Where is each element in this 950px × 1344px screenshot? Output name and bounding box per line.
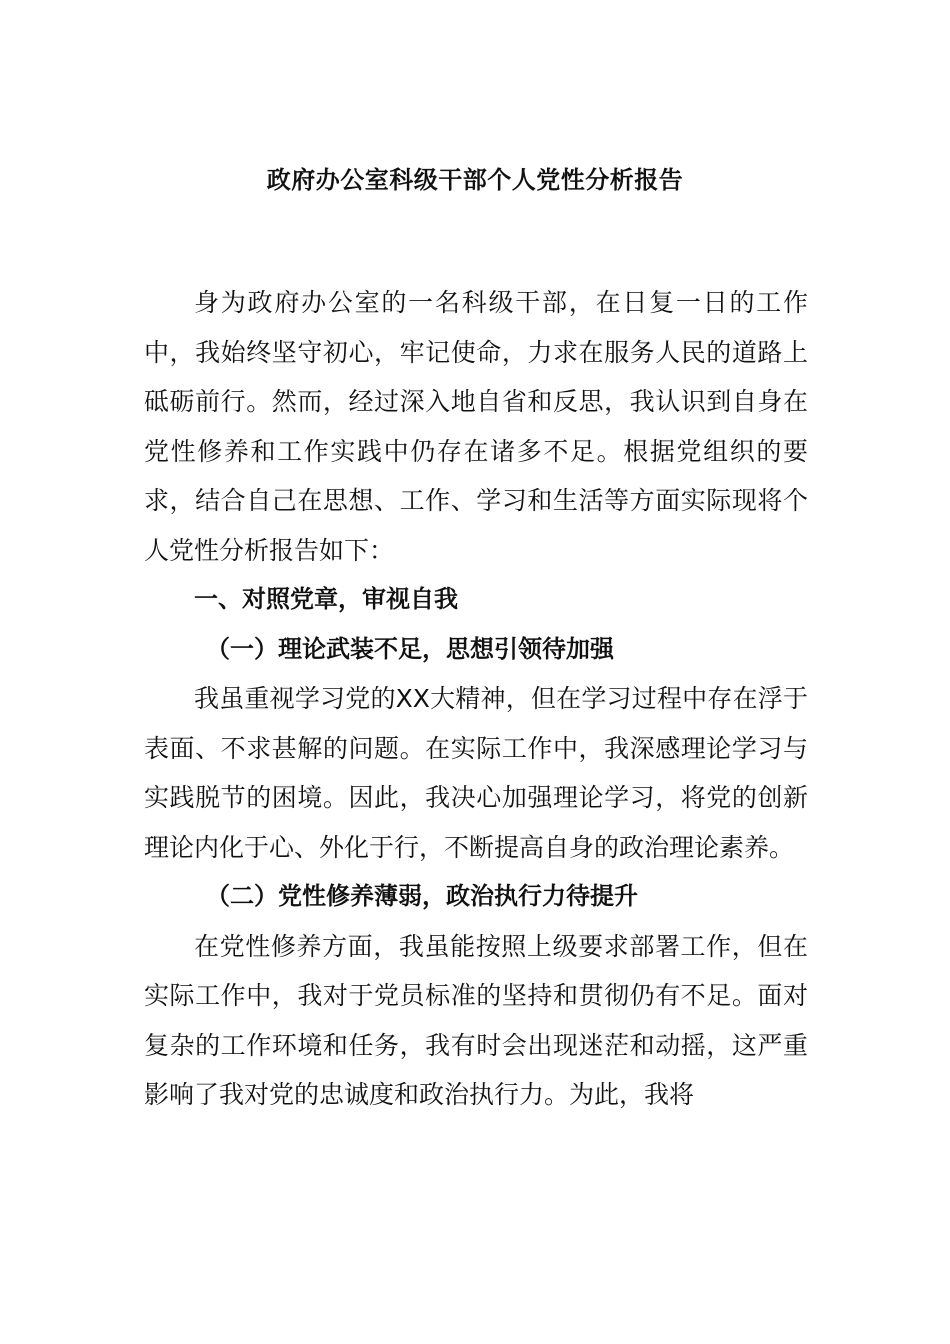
subsection-heading-2: （二）党性修养薄弱，政治执行力待提升 [206,882,638,910]
body-text [144,278,808,1120]
subsection-2-paragraph: 在党性修养方面，我虽能按照上级要求部署工作，但在实际工作中，我对于党员标准的坚持和贯彻仍有不足。面对复杂的工作环境和任务，我有时会出现迷茫和动摇，这严重影响了我对党的忠诚度和政治执行力。为此，我将 [144,931,808,1109]
section-heading-1: 一、对照党章，审视自我 [194,585,458,613]
subsection-heading-1: （一）理论武装不足，思想引领待加强 [206,634,614,663]
document-title: 政府办公室科级干部个人党性分析报告 [266,166,684,194]
intro-paragraph: 身为政府办公室的一名科级干部，在日复一日的工作中，我始终坚守初心，牢记使命，力求在服务人民的道路上砥砺前行。然而，经过深入地自省和反思，我认识到自身在党性修养和工作实践中仍存在诸多不足。根据党组织的要求，结合自己在思想、工作、学习和生活等方面实际现将个人党性分析报告如下： [144,288,808,565]
subsection-1-paragraph: 我虽重视学习党的XX大精神，但在学习过程中存在浮于表面、不求甚解的问题。在实际工作中，我深感理论学习与实践脱节的困境。因此，我决心加强理论学习，将党的创新理论内化于心、外化于行，不断提高自身的政治理论素养。 [144,684,808,862]
